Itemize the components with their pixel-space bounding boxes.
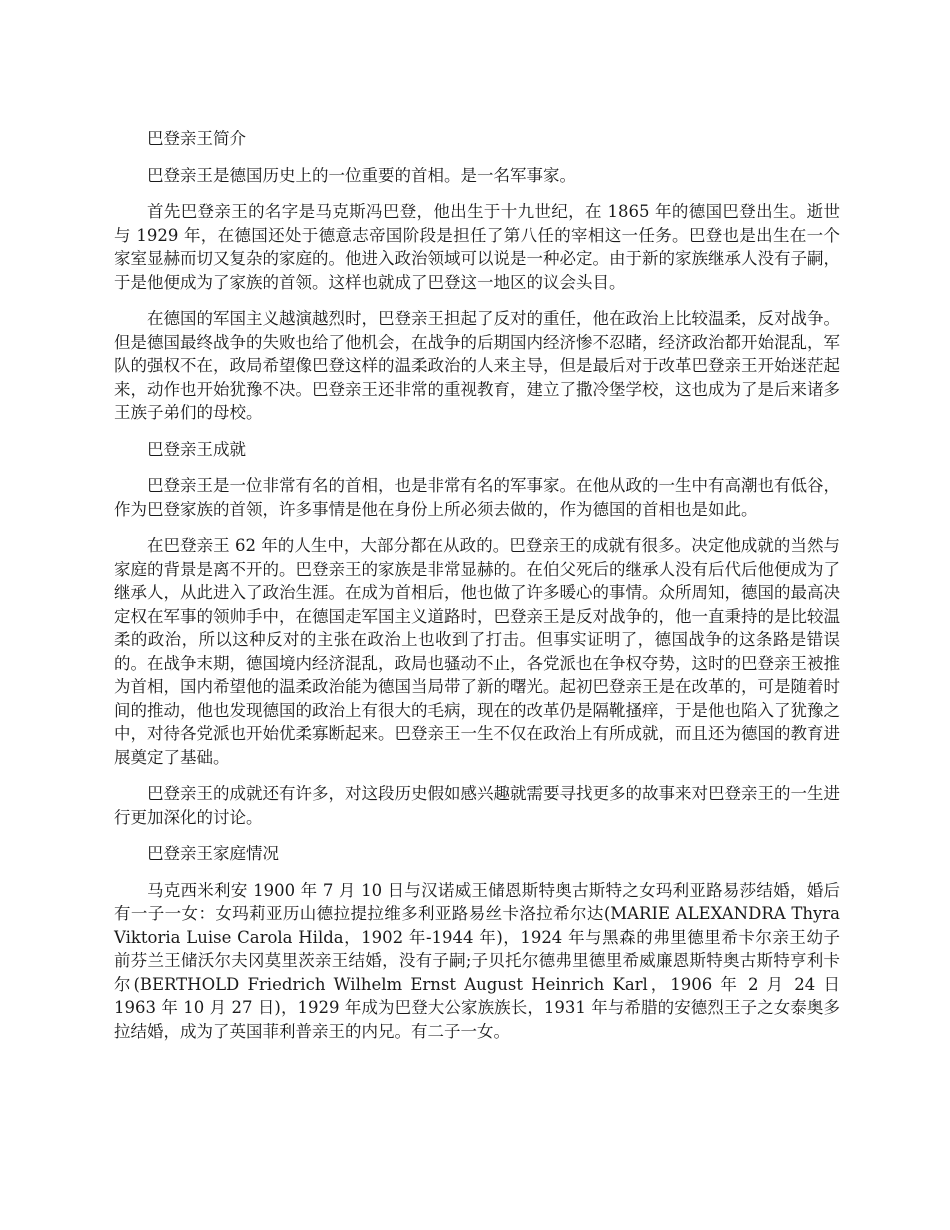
section-heading-family: 巴登亲王家庭情况	[147, 844, 279, 863]
paragraph-achievements-overview: 巴登亲王是一位非常有名的首相，也是非常有名的军事家。在他从政的一生中有高潮也有低谷，作为巴登家族的首领，许多事情是他在身份上所必须去做的，作为德国的首相也是如此。	[114, 476, 840, 519]
paragraph-birth-family: 首先巴登亲王的名字是马克斯冯巴登，他出生于十九世纪，在 1865 年的德国巴登出生。逝世与 1929 年，在德国还处于德意志帝国阶段是担任了第八任的宰相这一任务。巴登也是出生在一个家室显赫而切又复杂的家庭的。他进入政治领域可以说是一种必定。由于新的家族继承人没有子嗣，于是他便成为了家族的首领。这样也就成了巴登这一地区的议会头目。	[114, 202, 840, 292]
section-heading-achievements: 巴登亲王成就	[147, 439, 246, 459]
document-body	[114, 127, 840, 1056]
paragraph-achievements-closing: 巴登亲王的成就还有许多，对这段历史假如感兴趣就需要寻找更多的故事来对巴登亲王的一生进行更加深化的讨论。	[114, 784, 840, 827]
paragraph-family-detail: 马克西米利安 1900 年 7 月 10 日与汉诺威王储恩斯特奥古斯特之女玛利亚路易莎结婚，婚后有一子一女：女玛莉亚历山德拉提拉维多利亚路易丝卡洛拉希尔达(MARIE ALEXANDRA Thyra Viktoria Luise Carola Hilda，1902 年-1944 年)，1924 年与黑森的弗里德里希卡尔亲王幼子前芬兰王储沃尔夫冈莫里茨亲王结婚，没有子嗣;子贝托尔德弗里德里希威廉恩斯特奥古斯特亨利卡尔(BERTHOLD Friedrich Wilhelm Ernst August Heinrich Karl，1906 年 2 月 24 日 1963 年 10 月 27 日)，1929 年成为巴登大公家族族长，1931 年与希腊的安德烈王子之女泰奥多拉结婚，成为了英国菲利普亲王的内兄。有二子一女。	[114, 880, 840, 1041]
paragraph-politics-education: 在德国的军国主义越演越烈时，巴登亲王担起了反对的重任，他在政治上比较温柔，反对战争。但是德国最终战争的失败也给了他机会，在战争的后期国内经济惨不忍睹，经济政治都开始混乱，军队的强权不在，政局希望像巴登这样的温柔政治的人来主导，但是最后对于改革巴登亲王开始迷茫起来，动作也开始犹豫不决。巴登亲王还非常的重视教育，建立了撒冷堡学校，这也成为了是后来诸多王族子弟们的母校。	[114, 309, 840, 422]
paragraph-intro-summary: 巴登亲王是德国历史上的一位重要的首相。是一名军事家。	[147, 165, 576, 185]
paragraph-achievements-detail: 在巴登亲王 62 年的人生中，大部分都在从政的。巴登亲王的成就有很多。决定他成就的当然与家庭的背景是离不开的。巴登亲王的家族是非常显赫的。在伯父死后的继承人没有后代后他便成为了继承人，从此进入了政治生涯。在成为首相后，他也做了许多暖心的事情。众所周知，德国的最高决定权在军事的领帅手中，在德国走军国主义道路时，巴登亲王是反对战争的，他一直秉持的是比较温柔的政治，所以这种反对的主张在政治上也收到了打击。但事实证明了，德国战争的这条路是错误的。在战争末期，德国境内经济混乱，政局也骚动不止，各党派也在争权夺势，这时的巴登亲王被推为首相，国内希望他的温柔政治能为德国当局带了新的曙光。起初巴登亲王是在改革的，可是随着时间的推动，他也发现德国的政治上有很大的毛病，现在的改革仍是隔靴搔痒，于是他也陷入了犹豫之中，对待各党派也开始优柔寡断起来。巴登亲王一生不仅在政治上有所成就，而且还为德国的教育进展奠定了基础。	[114, 536, 840, 767]
section-heading-intro: 巴登亲王简介	[147, 129, 246, 148]
